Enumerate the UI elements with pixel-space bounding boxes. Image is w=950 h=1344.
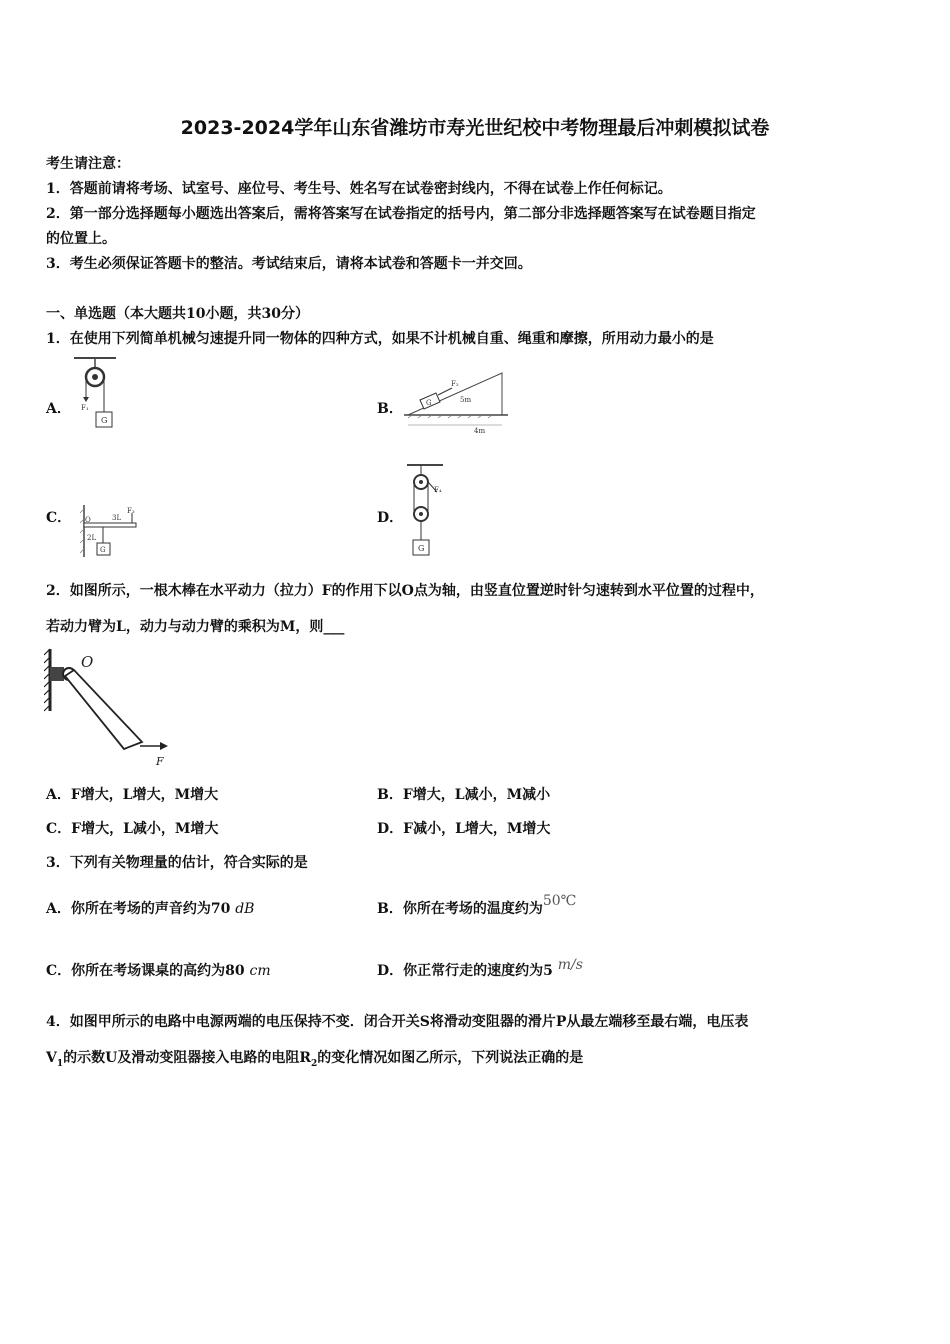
notice-item: 1．答题前请将考场、试室号、座位号、考生号、姓名写在试卷密封线内，不得在试卷上作任何标记。 <box>46 181 672 197</box>
fig-label: G <box>426 399 432 407</box>
fixed-pulley-figure <box>68 355 122 435</box>
q3-option-a: A．你所在考场的声音约为70 dB <box>46 901 255 917</box>
q3-option-c: C．你所在考场课桌的高约为80 cm <box>46 963 271 979</box>
inclined-plane-figure <box>400 365 512 435</box>
q2-option-a: A．F增大，L增大，M增大 <box>46 787 219 803</box>
q3-option-d-unit: m/s <box>557 957 583 973</box>
fig-label: O <box>85 516 91 524</box>
q2-option-d: D．F减小，L增大，M增大 <box>377 821 551 837</box>
notice-item: 3．考生必须保证答题卡的整洁。考试结束后，请将本试卷和答题卡一并交回。 <box>46 256 532 272</box>
q3-option-c-unit: cm <box>249 963 271 979</box>
lever-figure <box>70 503 142 559</box>
q1-option-a-label: A． <box>46 401 71 417</box>
pulley-block-figure <box>403 462 447 560</box>
notice-item: 2．第一部分选择题每小题选出答案后，需将答案写在试卷指定的括号内，第二部分非选择题答案写在试卷题目指定 <box>46 206 756 222</box>
fig-label: F₁ <box>81 404 89 412</box>
question-4-stem: 4．如图甲所示的电路中电源两端的电压保持不变．闭合开关S将滑动变阻器的滑片P从最左端移至最右端，电压表 <box>46 1014 749 1030</box>
pivot-label: O <box>81 653 94 671</box>
fig-label: F₄ <box>434 486 442 494</box>
notice-heading: 考生请注意： <box>46 156 130 172</box>
question-3-stem: 3．下列有关物理量的估计，符合实际的是 <box>46 855 308 871</box>
section-heading: 一、单选题（本大题共10小题，共30分） <box>46 306 309 322</box>
notice-item: 的位置上。 <box>46 231 116 247</box>
question-2-stem: 2．如图所示，一根木棒在水平动力（拉力）F的作用下以O点为轴，由竖直位置逆时针匀速转到水平位置的过程中， <box>46 583 764 599</box>
fig-label: G <box>100 546 106 554</box>
q1-option-b-label: B． <box>377 401 403 417</box>
fig-label: F₃ <box>127 507 135 515</box>
fig-label: G <box>418 544 425 553</box>
q2-option-c: C．F增大，L减小，M增大 <box>46 821 219 837</box>
fig-label: 3L <box>112 514 122 522</box>
q3-option-b-unit: 50℃ <box>542 893 577 909</box>
question-1-stem: 1．在使用下列简单机械匀速提升同一物体的四种方式，如果不计机械自重、绳重和摩擦，所用动力最小的是 <box>46 331 714 347</box>
q3-option-b: B．你所在考场的温度约为50℃ <box>377 893 577 917</box>
q1-option-c-label: C． <box>46 510 72 526</box>
q1-option-d-label: D． <box>377 510 404 526</box>
force-label: F <box>156 755 164 768</box>
question-2-stem: 若动力臂为L，动力与动力臂的乘积为M，则___ <box>46 619 345 635</box>
fig-label: G <box>101 416 108 425</box>
rotating-rod-figure <box>44 645 174 770</box>
fig-label: 5m <box>460 396 472 404</box>
q3-option-a-unit: dB <box>235 901 255 917</box>
fig-label: 4m <box>474 427 486 435</box>
q3-option-d: D．你正常行走的速度约为5 m/s <box>377 957 583 979</box>
fig-label: 2L <box>87 534 97 542</box>
page-title: 2023-2024学年山东省潍坊市寿光世纪校中考物理最后冲刺模拟试卷 <box>180 117 770 139</box>
fig-label: F₂ <box>451 380 459 388</box>
question-4-stem: $V_1$的示数U及滑动变阻器接入电路的电阻$R_2$的变化情况如图乙所示，下列说法正确的是 <box>46 1050 584 1069</box>
q2-option-b: B．F增大，L减小，M减小 <box>377 787 551 803</box>
